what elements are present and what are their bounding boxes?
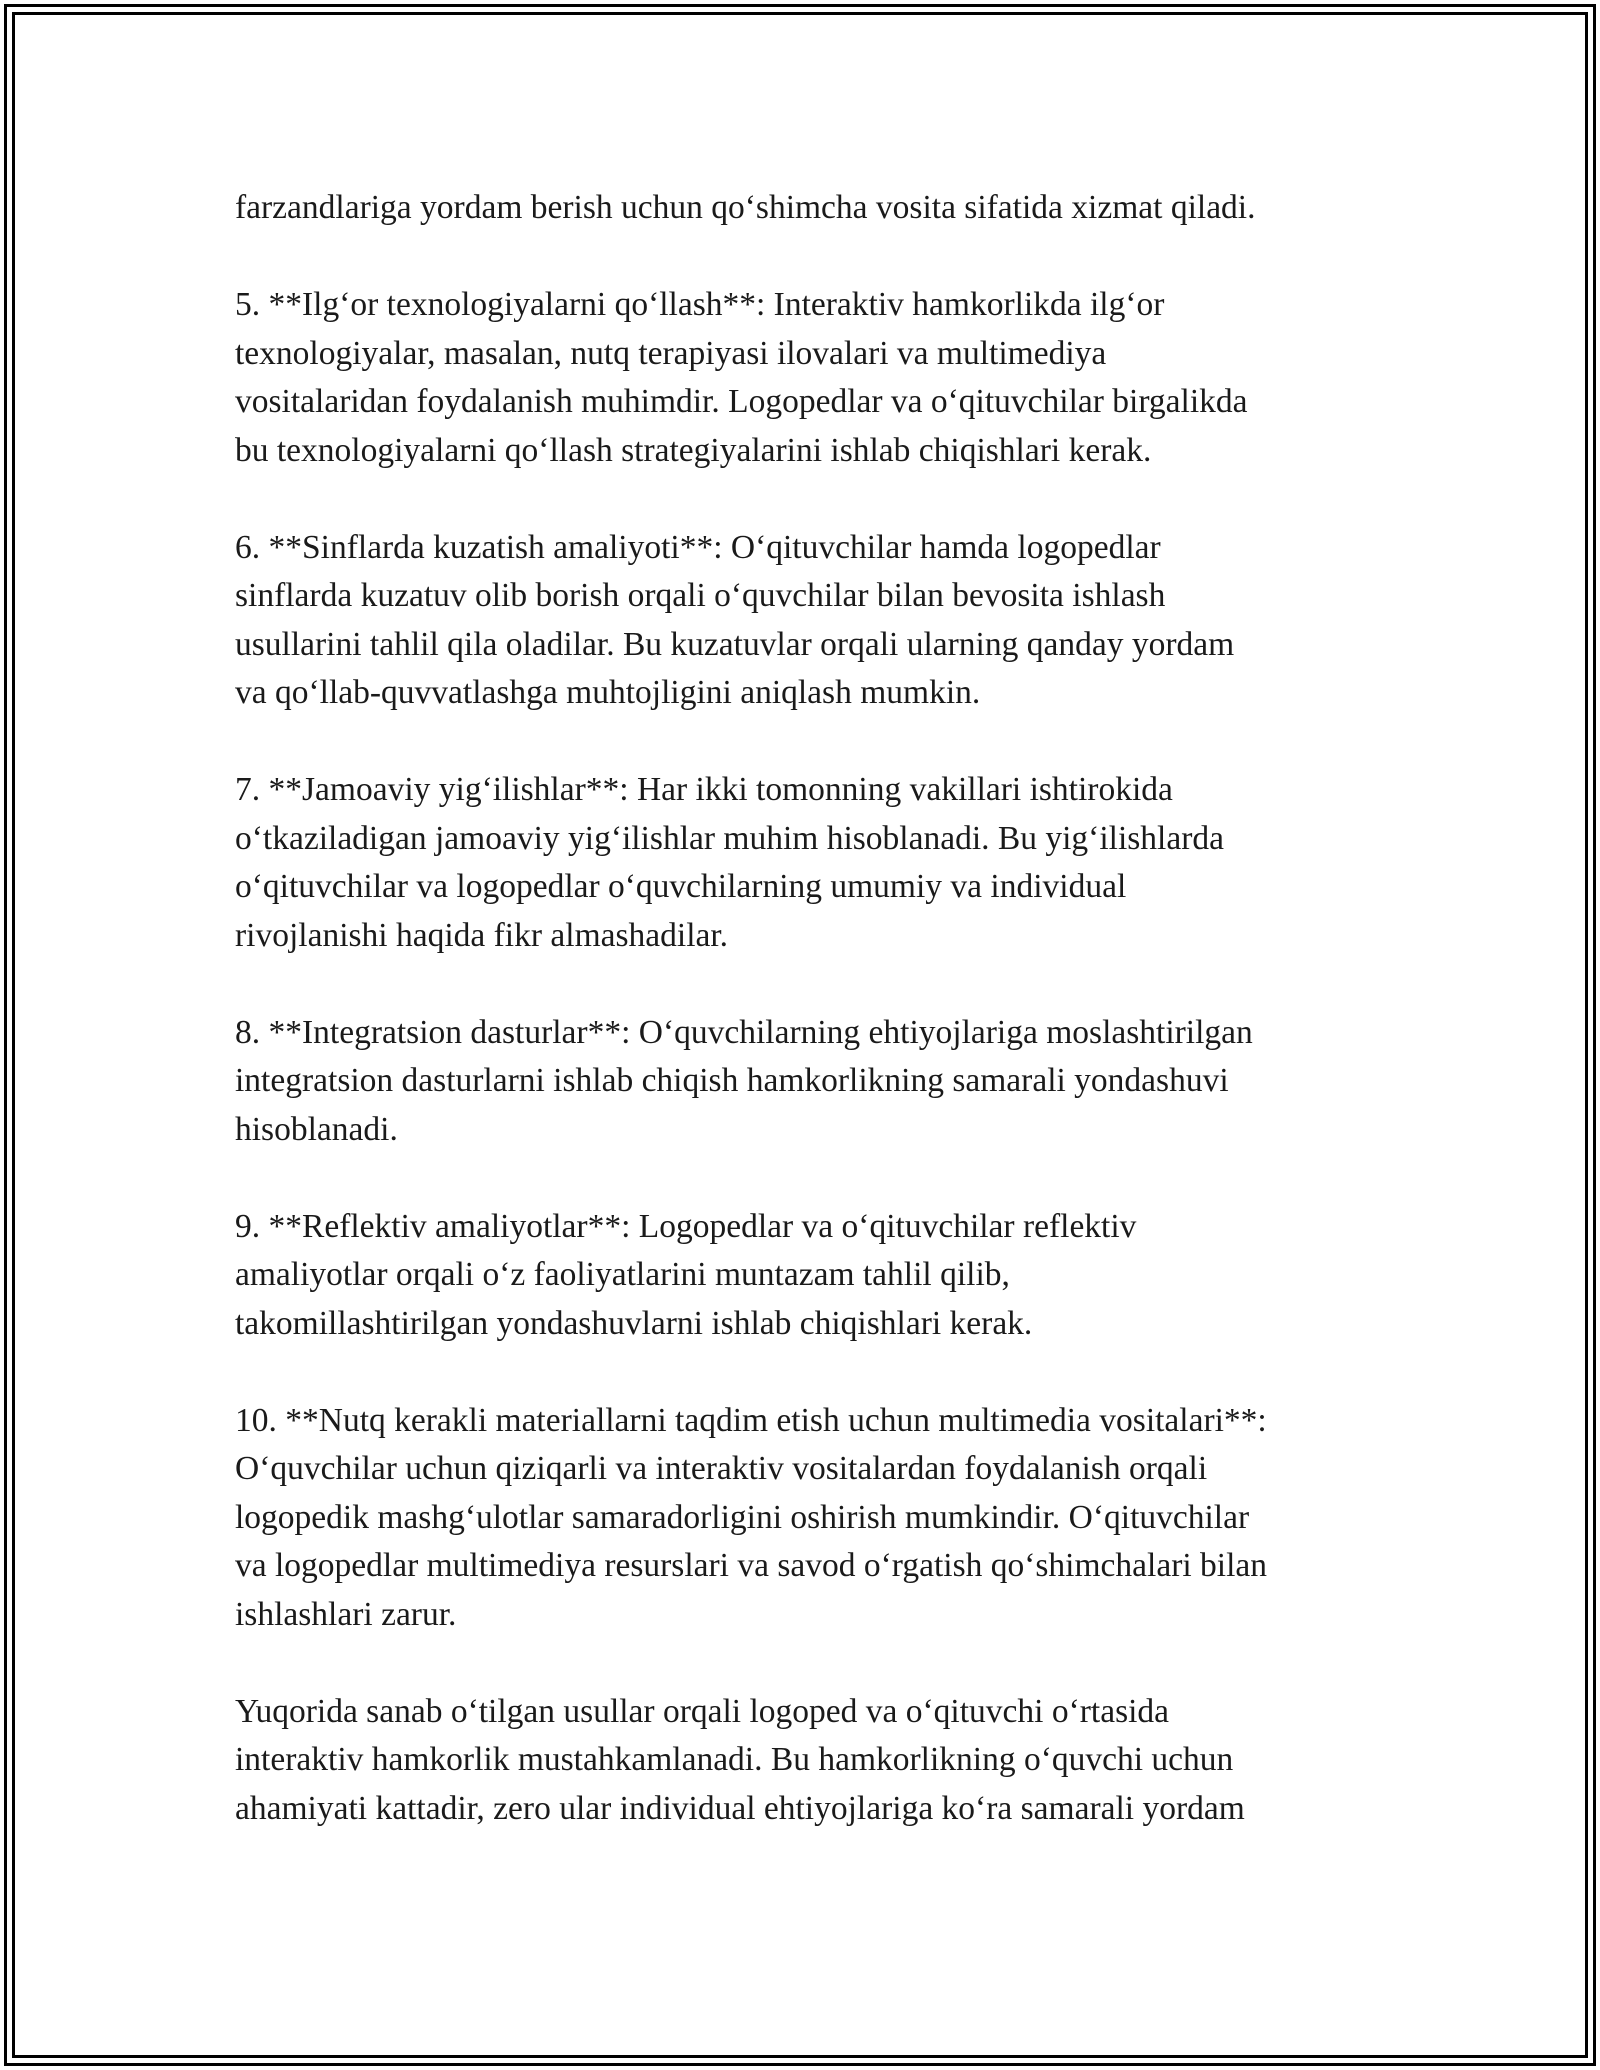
paragraph-item-10: 10. **Nutq kerakli materiallarni taqdim etish uchun multimedia vositalari**: O‘quvchilar uchun qiziqarli va interaktiv vositalardan foydalanish orqali logopedik mashg‘ulotlar samaradorligini oshirish mumkindir. O‘qituvchilar va logopedlar multimediya resurslari va savod o‘rgatish qo‘shimchalari bilan ishlashlari zarur. (235, 1401, 1268, 1633)
paragraph-item-5: 5. **Ilg‘or texnologiyalarni qo‘llash**: Interaktiv hamkorlikda ilg‘or texnologiyalar, masalan, nutq terapiyasi ilovalari va multimediya vositalaridan foydalanish muhimdir. Logopedlar va o‘qituvchilar birgalikda bu texnologiyalarni qo‘llash strategiyalarini ishlab chiqishlari kerak. (235, 286, 1248, 469)
paragraph-item-8: 8. **Integratsion dasturlar**: O‘quvchilarning ehtiyojlariga moslashtirilgan integratsion dasturlarni ishlab chiqish hamkorlikning samarali yondashuvi hisoblanadi. (235, 1013, 1253, 1148)
paragraph-conclusion: Yuqorida sanab o‘tilgan usullar orqali logoped va o‘qituvchi o‘rtasida interaktiv hamkorlik mustahkamlanadi. Bu hamkorlikning o‘quvchi uchun ahamiyati kattadir, zero ular individual ehtiyojlariga ko‘ra samarali yordam (235, 1692, 1245, 1827)
paragraph-item-6: 6. **Sinflarda kuzatish amaliyoti**: O‘qituvchilar hamda logopedlar sinflarda kuzatuv olib borish orqali o‘quvchilar bilan bevosita ishlash usullarini tahlil qila oladilar. Bu kuzatuvlar orqali ularning qanday yordam va qo‘llab-quvvatlashga muhtojligini aniqlash mumkin. (235, 528, 1235, 711)
paragraph-item-7: 7. **Jamoaviy yig‘ilishlar**: Har ikki tomonning vakillari ishtirokida o‘tkaziladigan jamoaviy yig‘ilishlar muhim hisoblanadi. Bu yig‘ilishlarda o‘qituvchilar va logopedlar o‘quvchilarning umumiy va individual rivojlanishi haqida fikr almashadilar. (235, 771, 1224, 954)
paragraph-continuation: farzandlariga yordam berish uchun qo‘shimcha vosita sifatida xizmat qiladi. (235, 189, 1256, 226)
paragraph-item-9: 9. **Reflektiv amaliyotlar**: Logopedlar va o‘qituvchilar reflektiv amaliyotlar orqali o‘z faoliyatlarini muntazam tahlil qilib, takomillashtirilgan yondashuvlarni ishlab chiqishlari kerak. (235, 1207, 1137, 1342)
document-body (235, 184, 1385, 1833)
